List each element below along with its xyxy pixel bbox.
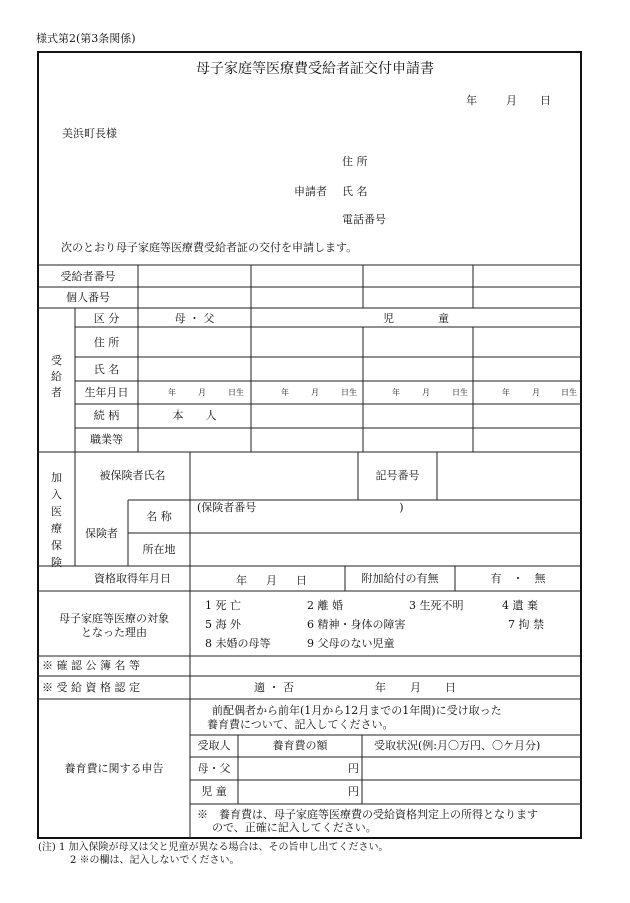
category-label: 区 分 [93, 312, 120, 325]
additional-benefit-options: 有 ・ 無 [490, 572, 546, 585]
qualification-label: ※ 受 給 資 格 認 定 [42, 681, 140, 694]
insurance-group-char: 加 [51, 471, 62, 484]
form-label: 様式第2(第3条関係) [36, 32, 136, 45]
birth-day: 日生 [341, 388, 357, 397]
reason-item: 7 拘 禁 [508, 618, 544, 631]
recipient-group-char: 給 [51, 370, 62, 383]
insurance-group-char: 険 [51, 556, 62, 569]
additional-benefit-label: 附加給付の有無 [361, 572, 439, 585]
insurer-label: 保険者 [85, 527, 118, 540]
reason-label: 母子家庭等医療の対象 [59, 612, 169, 625]
insurance-group-char: 入 [51, 488, 62, 501]
reason-item: 8 未婚の母等 [205, 637, 271, 650]
birth-month: 月 [198, 388, 206, 397]
insurance-group-char: 療 [51, 522, 62, 535]
reason-item: 5 海 外 [205, 618, 241, 631]
col-recipient: 受取人 [197, 739, 231, 752]
note-line: 2 ※の欄は、記入しないでください。 [70, 855, 240, 866]
date-day: 日 [540, 94, 551, 107]
insured-name-label: 被保険者氏名 [99, 469, 166, 482]
symbol-number-label: 記号番号 [375, 469, 420, 482]
applicant-label: 申請者 [294, 185, 327, 198]
recipient-group-char: 受 [51, 354, 62, 367]
qualification-year: 年 [236, 574, 247, 587]
birth-month: 月 [532, 388, 540, 397]
qualification-day: 日 [445, 681, 456, 694]
birth-label: 生年月日 [84, 386, 129, 399]
occupation-label: 職業等 [90, 433, 123, 446]
row-parent: 母・父 [197, 762, 231, 775]
note-line: (注) 1 加入保険が母又は父と児童が異なる場合は、その旨申し出てください。 [38, 842, 389, 853]
child-support-footnote: ので、正確に記入してください。 [212, 821, 377, 834]
qualification-day: 日 [296, 574, 307, 587]
birth-day: 日生 [561, 388, 577, 397]
reason-item: 1 死 亡 [205, 599, 241, 612]
birth-day: 日生 [228, 388, 244, 397]
birth-year: 年 [281, 388, 289, 397]
birth-month: 月 [422, 388, 430, 397]
qualification-month: 月 [266, 574, 277, 587]
insurance-group-char: 医 [51, 505, 62, 518]
page-title: 母子家庭等医療費受給者証交付申請書 [196, 61, 434, 77]
birth-year: 年 [502, 388, 510, 397]
date-month: 月 [506, 94, 517, 107]
request-text: 次のとおり母子家庭等医療費受給者証の交付を申請します。 [61, 241, 358, 254]
applicant-address-label: 住 所 [342, 155, 368, 168]
child-support-note: 養育費について、記入してください。 [207, 718, 394, 731]
insurance-group-char: 保 [51, 539, 62, 552]
birth-year: 年 [392, 388, 400, 397]
reason-item: 9 父母のない児童 [307, 637, 395, 650]
relation-label: 続 柄 [93, 409, 120, 422]
insurer-name-label: 名 称 [146, 510, 172, 523]
recipient-group-char: 者 [51, 386, 62, 399]
applicant-name-label: 氏 名 [342, 185, 368, 198]
reason-item: 2 離 婚 [307, 599, 343, 612]
confirm-ledger-label: ※ 確 認 公 簿 名 等 [42, 659, 140, 672]
birth-year: 年 [168, 388, 176, 397]
name-label: 氏 名 [93, 363, 120, 376]
reason-item: 6 精神・身体の障害 [307, 618, 406, 631]
col-status: 受取状況(例:月〇万円、〇ケ月分) [374, 739, 541, 752]
applicant-phone-label: 電話番号 [342, 213, 386, 226]
relation-self: 本 人 [172, 409, 217, 422]
addressee: 美浜町長様 [62, 127, 117, 140]
qualification-month: 月 [410, 681, 421, 694]
row-child: 児 童 [201, 785, 227, 798]
child-header: 児 童 [383, 312, 449, 325]
qualification-date-label: 資格取得年月日 [94, 572, 171, 585]
yen-label: 円 [348, 785, 359, 798]
child-support-footnote: ※ 養育費は、母子家庭等医療費の受給資格判定上の所得となります [197, 808, 538, 821]
yen-label: 円 [348, 762, 359, 775]
birth-month: 月 [311, 388, 319, 397]
col-amount: 養育費の額 [272, 739, 328, 752]
address-label: 住 所 [93, 336, 120, 349]
personal-number-label: 個人番号 [66, 291, 110, 304]
reason-item: 4 遺 棄 [502, 599, 538, 612]
reason-item: 3 生死不明 [409, 599, 464, 612]
child-support-note: 前配偶者から前年(1月から12月までの1年間)に受け取った [212, 704, 502, 717]
reason-label: となった理由 [81, 626, 147, 639]
insurer-number-label: (保険者番号 ) [197, 501, 404, 514]
parent-header: 母 ・ 父 [174, 312, 215, 325]
date-year: 年 [466, 94, 477, 107]
birth-day: 日生 [452, 388, 468, 397]
insurer-location-label: 所在地 [142, 543, 176, 556]
child-support-label: 養育費に関する申告 [64, 762, 164, 775]
qualification-result: 適 ・ 否 [254, 681, 294, 694]
qualification-year: 年 [375, 681, 386, 694]
recipient-number-label: 受給者番号 [60, 270, 116, 283]
